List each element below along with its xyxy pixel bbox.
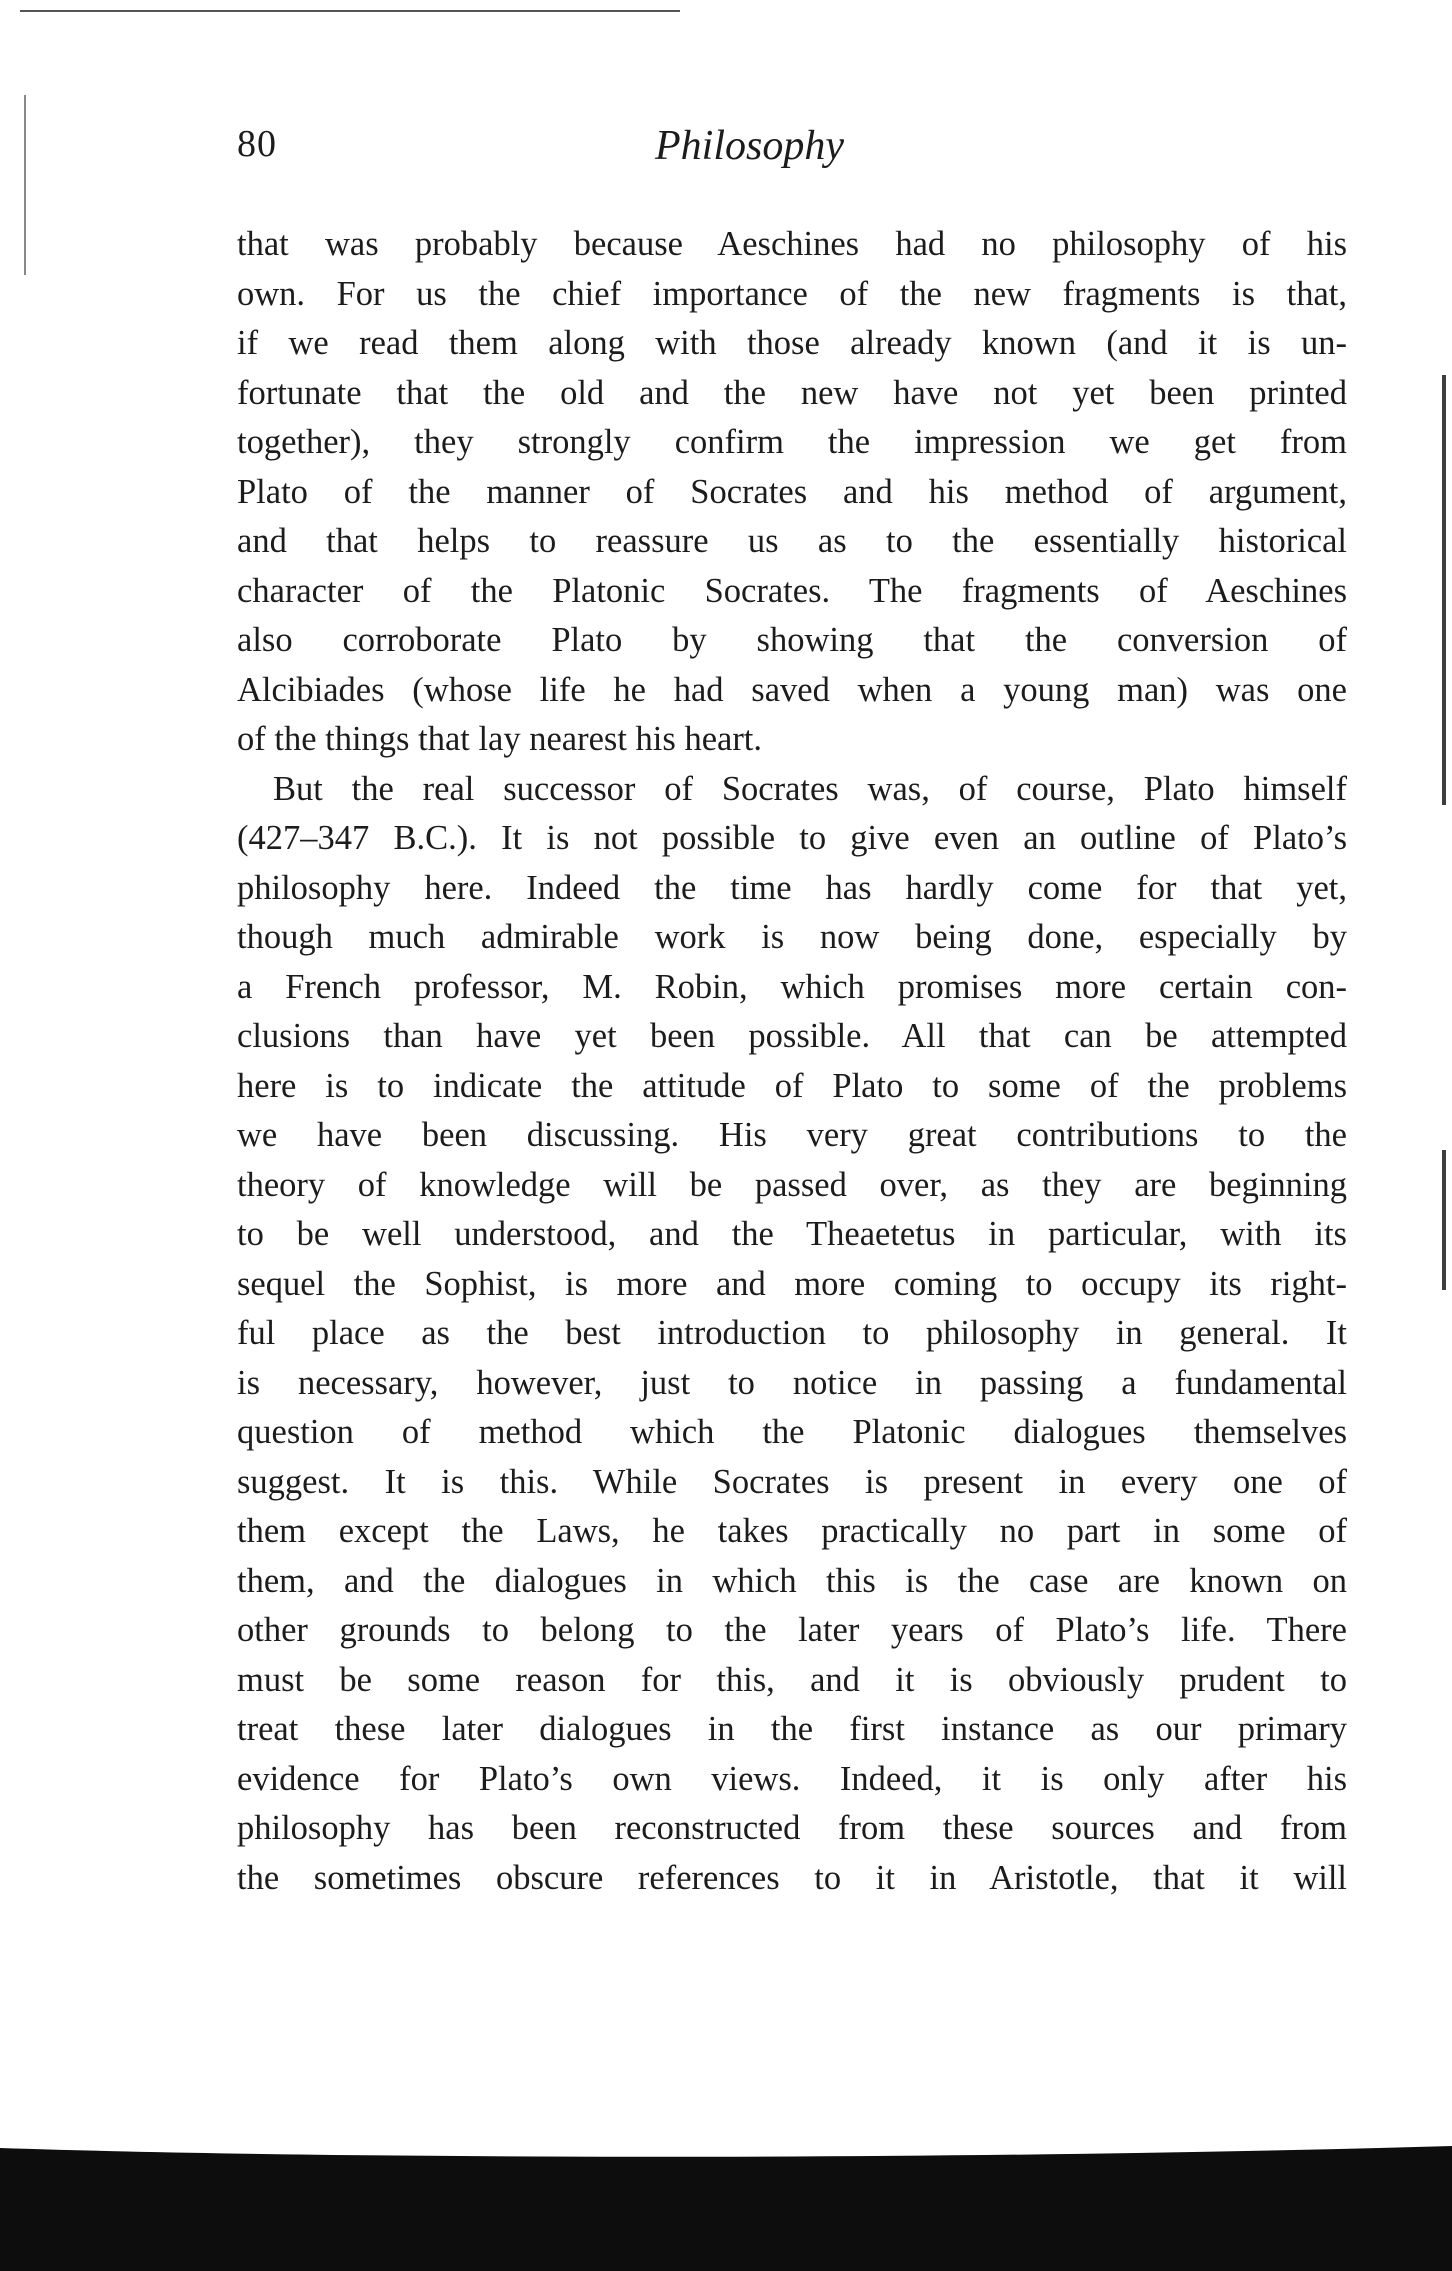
page-number: 80 (237, 123, 277, 165)
text-line: philosophy has been reconstructed from these sources and from (237, 1809, 1347, 1847)
text-line: though much admirable work is now being done, especially by (237, 918, 1347, 956)
text-line: (427–347 B.C.). It is not possible to give even an outline of Plato’s (237, 819, 1347, 857)
text-line: that was probably because Aeschines had no philosophy of his (237, 225, 1347, 263)
running-head: Philosophy (655, 123, 844, 169)
text-line: a French professor, M. Robin, which promises more certain con- (237, 967, 1347, 1006)
text-line: them, and the dialogues in which this is the case are known on (237, 1561, 1347, 1600)
right-edge-scan-mark-1 (1442, 375, 1446, 805)
text-line: Plato of the manner of Socrates and his method of argument, (237, 472, 1347, 511)
text-line: own. For us the chief importance of the new fragments is that, (237, 274, 1347, 313)
text-line: also corroborate Plato by showing that the conversion of (237, 621, 1347, 659)
right-edge-scan-mark-2 (1442, 1150, 1446, 1290)
text-line: theory of knowledge will be passed over, as they are beginning (237, 1165, 1347, 1204)
text-line: fortunate that the old and the new have not yet been printed (237, 373, 1347, 412)
text-line: character of the Platonic Socrates. The fragments of Aeschines (237, 571, 1347, 610)
text-line: together), they strongly confirm the impression we get from (237, 423, 1347, 461)
text-line: we have been discussing. His very great contributions to the (237, 1116, 1347, 1154)
text-line: the sometimes obscure references to it in Aristotle, that it will (237, 1858, 1347, 1897)
top-edge-rule (20, 10, 680, 12)
text-line: other grounds to belong to the later years of Plato’s life. There (237, 1611, 1347, 1649)
text-line: ful place as the best introduction to philosophy in general. It (237, 1314, 1347, 1352)
text-line: Alcibiades (whose life he had saved when a young man) was one (237, 670, 1347, 709)
text-line: here is to indicate the attitude of Plato to some of the problems (237, 1066, 1347, 1105)
text-line: But the real successor of Socrates was, of course, Plato himself (273, 769, 1347, 808)
page-header (237, 122, 1337, 182)
text-line: philosophy here. Indeed the time has hardly come for that yet, (237, 868, 1347, 907)
text-line: if we read them along with those already known (and it is un- (237, 324, 1347, 362)
text-line: suggest. It is this. While Socrates is present in every one of (237, 1462, 1347, 1501)
text-line: must be some reason for this, and it is obviously prudent to (237, 1660, 1347, 1699)
text-line: and that helps to reassure us as to the essentially historical (237, 522, 1347, 560)
bottom-scan-shadow (0, 2140, 1452, 2271)
text-line: evidence for Plato’s own views. Indeed, it is only after his (237, 1759, 1347, 1798)
body-text (237, 220, 1347, 1903)
text-line: sequel the Sophist, is more and more coming to occupy its right- (237, 1264, 1347, 1303)
text-line: them except the Laws, he takes practically no part in some of (237, 1512, 1347, 1550)
text-line: question of method which the Platonic dialogues themselves (237, 1413, 1347, 1451)
text-line: clusions than have yet been possible. All that can be attempted (237, 1017, 1347, 1055)
text-line: of the things that lay nearest his heart. (237, 720, 763, 758)
left-edge-scan-mark (24, 95, 32, 275)
text-line: is necessary, however, just to notice in passing a fundamental (237, 1363, 1347, 1402)
text-line: treat these later dialogues in the first instance as our primary (237, 1710, 1347, 1748)
text-line: to be well understood, and the Theaetetus in particular, with its (237, 1215, 1347, 1253)
